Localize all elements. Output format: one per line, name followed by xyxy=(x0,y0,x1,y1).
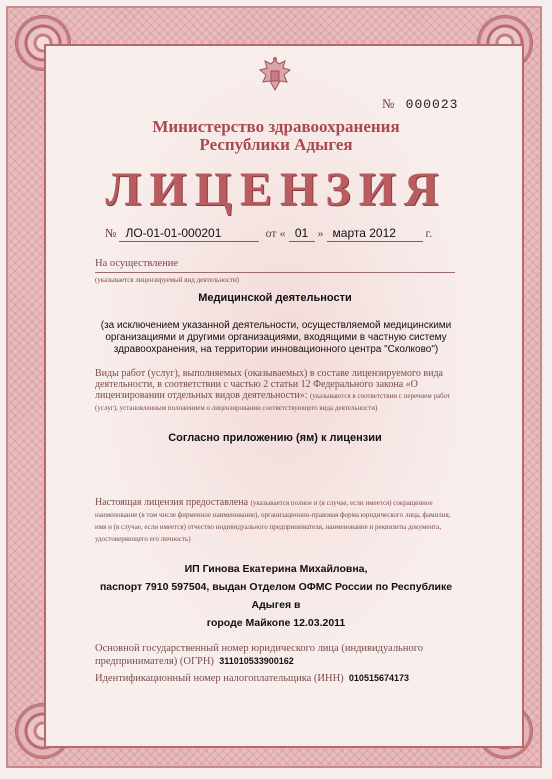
serial-number: 000023 xyxy=(405,97,459,112)
license-number: ЛО-01-01-000201 xyxy=(125,226,222,240)
granted-text: Настоящая лицензия предоставлена xyxy=(95,497,249,508)
date-month-field xyxy=(327,226,423,242)
date-open-quote: « xyxy=(279,226,286,240)
holder-name: ИП Гинова Екатерина Михайловна, xyxy=(184,563,368,575)
form-serial-number xyxy=(382,96,458,112)
holder-passport: паспорт 7910 597504, выдан Отделом ОФМС России по Республике Адыгея в xyxy=(99,581,453,611)
granted-section xyxy=(95,497,457,545)
date-close-quote: » xyxy=(317,226,324,240)
inn-row xyxy=(95,672,457,685)
activity-value: Медицинской деятельности xyxy=(198,292,352,304)
works-section xyxy=(95,368,457,414)
license-number-field xyxy=(119,226,259,242)
issuing-authority xyxy=(100,118,452,154)
date-day-field xyxy=(289,226,315,242)
date-suffix: г. xyxy=(425,226,433,240)
ministry-line2: Республики Адыгея xyxy=(199,135,353,154)
appendix-reference: Согласно приложению (ям) к лицензии xyxy=(168,432,382,444)
date-from-label: от xyxy=(265,226,277,240)
license-number-row xyxy=(105,226,455,242)
license-sign: № xyxy=(105,226,117,240)
works-hint: (указываются в соответствии с перечнем работ (услуг), установленным положением о лицензировании соответствующего вида деятельности) xyxy=(95,392,451,412)
ogrn-row xyxy=(95,642,457,668)
ministry-line1: Министерство здравоохранения xyxy=(152,117,400,136)
ogrn-value: 311010533900162 xyxy=(219,656,294,666)
ogrn-label: Основной государственный номер юридического лица (индивидуального предпринимателя) (ОГРН) xyxy=(95,643,424,667)
date-month-year: марта 2012 xyxy=(332,226,396,240)
activity-section xyxy=(95,258,455,286)
license-holder xyxy=(80,560,472,632)
works-text: Виды работ (услуг), выполняемых (оказываемых) в составе лицензируемого вида деятельности, в соответствии с частью 2 статьи 12 Федерального закона «О лицензировании отдельных видов деятельности»: xyxy=(95,368,443,401)
number-sign: № xyxy=(382,96,396,111)
inn-label: Идентификационный номер налогоплательщика (ИНН) xyxy=(95,673,344,684)
activity-hint: (указывается лицензируемый вид деятельности) xyxy=(95,272,455,286)
activity-note: (за исключением указанной деятельности, осуществляемой медицинскими организациями и другими организациями, входящими в частную систему здравоохранения, на территории инновационного центра "Сколково") xyxy=(100,320,452,355)
holder-passport-issued: городе Майкопе 12.03.2011 xyxy=(206,617,346,629)
coat-of-arms-icon xyxy=(256,56,294,96)
inn-value: 010515674173 xyxy=(348,673,409,683)
activity-label: На осуществление xyxy=(95,258,179,269)
date-day: 01 xyxy=(294,226,309,240)
granted-hint: (указывается полное и (в случае, если имеется) сокращенное наименование (в том числе фирменное наименование), организационно-правовая форма юридического лица, фамилия, имя и (в случае, если имеется) отчество индивидуального предпринимателя, наименование и реквизиты документа, удостоверяющего его личность) xyxy=(95,499,451,543)
document-title: ЛИЦЕНЗИЯ xyxy=(105,163,447,216)
